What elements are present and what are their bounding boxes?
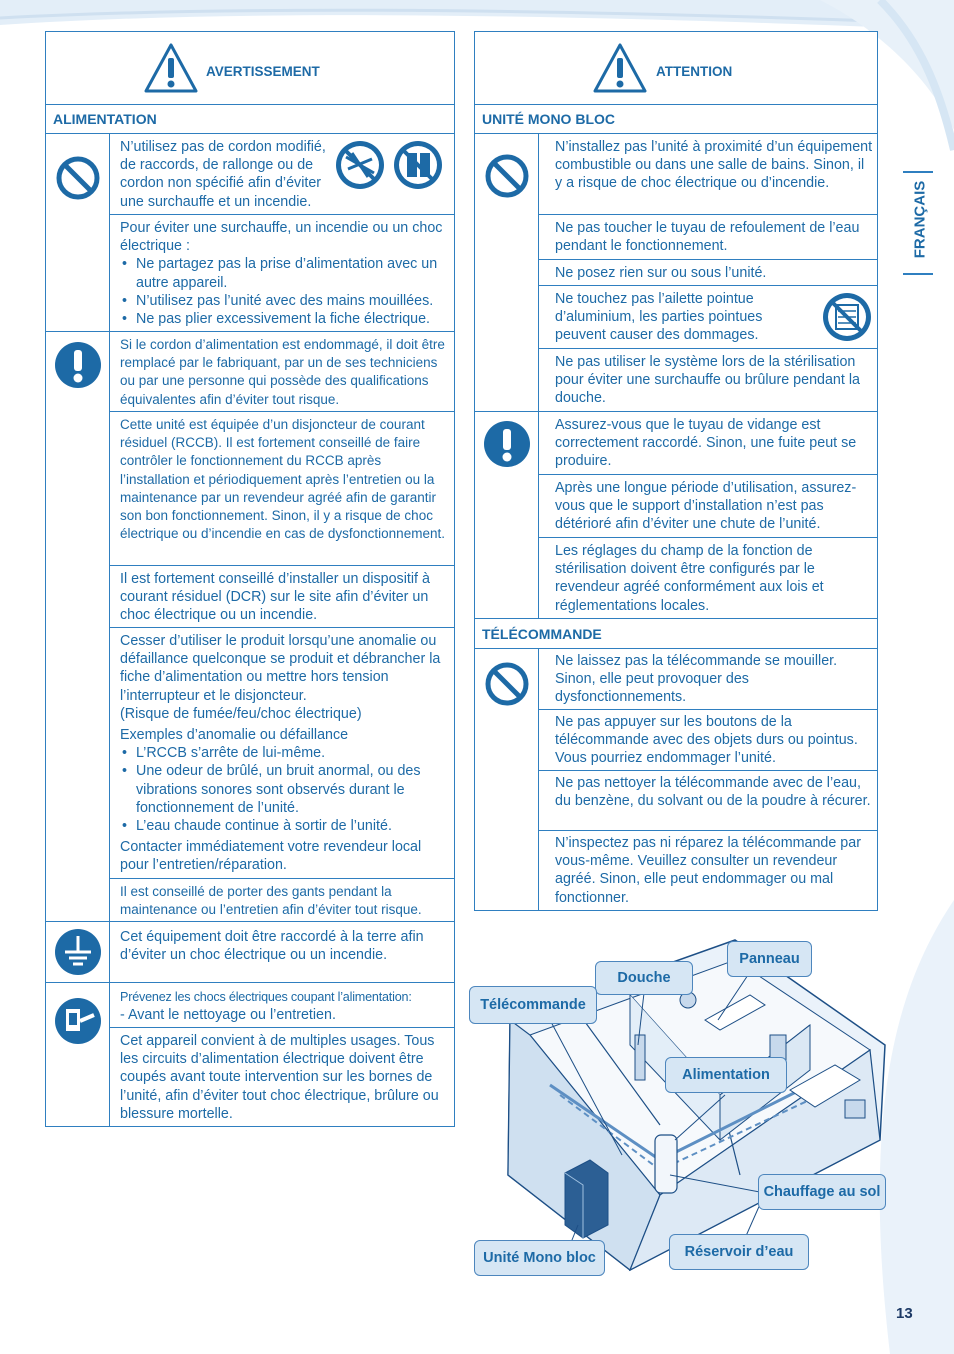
text-sterilisation: Ne pas utiliser le système lors de la stérilisation pour éviter une surchauffe ou brûlure pendant la douche. [555, 354, 860, 407]
text-combustible: N’installez pas l’unité à proximité d’un équipement combustible ou dans une salle de bains. Sinon, il y a risque de choc électrique ou d’incendie. [555, 139, 873, 192]
attention-title: ATTENTION [656, 64, 733, 79]
text-remote-clean: Ne pas nettoyer la télécommande avec de l’eau, du benzène, du solvant ou de la poudre à récurer. [555, 775, 871, 810]
label-reservoir-eau: Réservoir d’eau [669, 1234, 809, 1270]
section-alimentation: ALIMENTATION [46, 104, 454, 134]
text-earth: Cet équipement doit être raccordé à la terre afin d’éviter un choc électrique ou un incendie. [120, 929, 424, 964]
icon-cell [46, 922, 110, 982]
house-diagram [490, 925, 900, 1285]
text-hose: Ne pas toucher le tuyau de refoulement de l’eau pendant le fonctionnement. [555, 220, 860, 255]
language-tab-label: FRANÇAIS [911, 180, 929, 259]
text-drain: Assurez-vous que le tuyau de vidange est correctement raccordé. Sinon, une fuite peut se produire. [555, 417, 857, 470]
text-nothing-on: Ne posez rien sur ou sous l’unité. [555, 265, 767, 281]
text-dcr: Il est fortement conseillé d’installer un dispositif à courant résiduel (DCR) sur le site afin d’éviter un choc électrique ou un incendie. [120, 571, 430, 624]
label-panneau: Panneau [727, 941, 812, 977]
no-extension-icon [392, 139, 444, 191]
label-chauffage-au-sol: Chauffage au sol [758, 1174, 886, 1210]
prohibition-icon [54, 154, 102, 202]
warning-header [46, 32, 454, 105]
text-fins: Ne touchez pas l’ailette pointue d’aluminium, les parties pointues peuvent causer des dommages. [555, 291, 763, 344]
prohibition-icon [483, 152, 531, 200]
icon-cell [46, 983, 110, 1127]
icon-cell [475, 649, 539, 911]
text-circuits: Cet appareil convient à de multiples usages. Tous les circuits d’alimentation électrique doivent être coupés avant toute intervention sur les bornes de l’unité, afin d’éviter tout choc électrique, brûlure ou blessure mortelle. [120, 1033, 439, 1122]
text-cord: N’utilisez pas de cordon modifié, de raccords, de rallonge ou de cordon non spécifié afin d’éviter une surchauffe et un incendie. [120, 139, 326, 210]
text-anomaly: Cesser d’utiliser le produit lorsqu’une anomalie ou défaillance quelconque se produit et débrancher la fiche d’alimentation ou mettre hors tension l’interrupteur et le disjoncteur. (Risque de fumée/feu/choc électrique) Exemples d’anomalie ou défaillance • L’RCCB s’arrête de lui-même. • Une odeur de brûlé, un bruit anormal, ou des vibrations sonores sont observés durant le fonctionnement de l’unité. • L’eau chaude continue à sortir de l’unité. Contacter immédiatement votre revendeur local pour l’entretien/réparation. [120, 632, 450, 875]
text-field-settings: Les réglages du champ de la fonction de stérilisation doivent être configurés par le revendeur agréé conformément aux lois et réglementations locales. [555, 543, 824, 614]
no-touch-fins-icon [821, 291, 873, 343]
text-unplug-b: - Avant le nettoyage ou l’entretien. [120, 1007, 336, 1023]
warning-title: AVERTISSEMENT [206, 64, 320, 79]
label-unite-mono-bloc: Unité Mono bloc [474, 1240, 605, 1276]
earth-ground-icon [54, 928, 102, 976]
attention-header [475, 32, 877, 105]
text-cord-damaged: Si le cordon d’alimentation est endommagé, il doit être remplacé par le fabriquant, par un de ses techniciens ou par une personne qui possède des qualifications équivalentes afin d’éviter tout risque. [120, 337, 445, 407]
warning-triangle-icon [592, 42, 648, 94]
text-unplug-a: Prévenez les chocs électriques coupant l’alimentation: [120, 990, 412, 1004]
text-gloves: Il est conseillé de porter des gants pendant la maintenance ou l’entretien afin d’éviter tout risque. [120, 884, 422, 918]
text-remote-wet: Ne laissez pas la télécommande se mouiller. Sinon, elle peut provoquer des dysfonctionnements. [555, 653, 838, 706]
mandatory-icon [54, 341, 102, 389]
text-remote-buttons: Ne pas appuyer sur les boutons de la télécommande avec des objets durs ou pointus. Vous pourriez endommager l’unité. [555, 714, 858, 767]
prohibition-icon [483, 660, 531, 708]
attention-table [474, 31, 878, 911]
language-tab[interactable] [903, 171, 933, 275]
warning-table [45, 31, 455, 1127]
label-douche: Douche [595, 961, 693, 995]
text-support: Après une longue période d’utilisation, assurez-vous que le support d’installation n’est pas détérioré afin d’éviter une chute de l’unité. [555, 480, 857, 533]
label-telecommande: Télécommande [469, 986, 597, 1024]
icon-cell [475, 134, 539, 412]
icon-cell [46, 332, 110, 922]
icon-cell [475, 412, 539, 618]
section-unite-mono-bloc: UNITÉ MONO BLOC [475, 104, 877, 134]
warning-triangle-icon [143, 42, 199, 94]
text-remote-repair: N’inspectez pas ni réparez la télécommande par vous-même. Veuillez consulter un revendeur agréé. Sinon, elle peut endommager ou mal fonctionner. [555, 835, 861, 906]
page-number: 13 [896, 1305, 913, 1322]
icon-cell [46, 134, 110, 332]
text-overheat: Pour éviter une surchauffe, un incendie ou un choc électrique : • Ne partagez pas la prise d’alimentation avec un autre appareil. • N’utilisez pas l’unité avec des mains mouillées. • Ne pas plier excessivement la fiche électrique. [120, 219, 450, 328]
mandatory-icon [483, 420, 531, 468]
no-modified-cord-icon [334, 139, 386, 191]
text-rccb: Cette unité est équipée d’un disjoncteur de courant résiduel (RCCB). Il est fortement conseillé de faire contrôler le fonctionnement du RCCB après l’installation et périodiquement après l’entretien ou la maintenance par un revendeur agréé afin de garantir son bon fonctionnement. Sinon, il y a risque de choc électrique ou d’incendie en cas de dysfonctionnement. [120, 417, 445, 542]
section-telecommande: TÉLÉCOMMANDE [475, 619, 877, 649]
label-alimentation: Alimentation [665, 1057, 787, 1093]
unplug-icon [54, 997, 102, 1045]
